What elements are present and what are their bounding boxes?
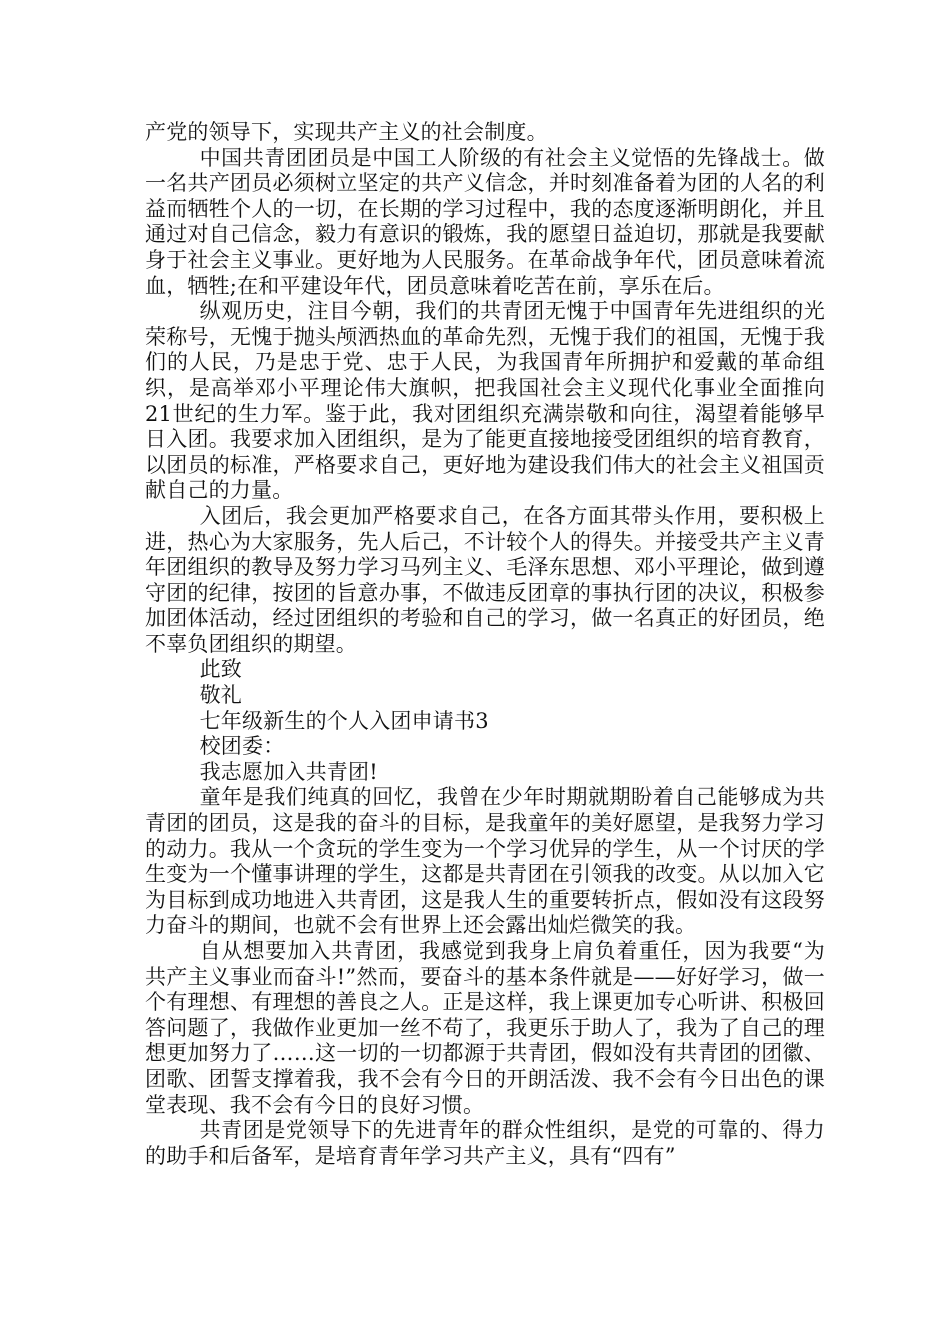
salutation: 校团委： [199, 734, 285, 759]
document-page [145, 120, 825, 1169]
closing-line: 此致 [199, 657, 242, 682]
paragraph: 纵观历史，注目今朝，我们的共青团无愧于中国青年先进组织的光荣称号，无愧于抛头颅洒热血的革命先烈，无愧于我们的祖国，无愧于我们的人民，乃是忠于党、忠于人民，为我国青年所拥护和爱戴的革命组织，是高举邓小平理论伟大旗帜，把我国社会主义现代化事业全面推向21世纪的生力军。鉴于此，我对团组织充满崇敬和向往，渴望着能够早日入团。我要求加入团组织，是为了能更直接地接受团组织的培育教育，以团员的标准，严格要求自己，更好地为建设我们伟大的社会主义祖国贡献自己的力量。 [145, 299, 825, 503]
paragraph: 自从想要加入共青团，我感觉到我身上肩负着重任，因为我要“为共产主义事业而奋斗!”然而，要奋斗的基本条件就是——好好学习，做一个有理想、有理想的善良之人。正是这样，我上课更加专心听讲、积极回答问题了，我做作业更加一丝不苟了，我更乐于助人了，我为了自己的理想更加努力了……这一切的一切都源于共青团，假如没有共青团的团徽、团歌、团誓支撑着我，我不会有今日的开朗活泼、我不会有今日出色的课堂表现、我不会有今日的良好习惯。 [145, 939, 825, 1117]
section-title: 七年级新生的个人入团申请书3 [199, 708, 489, 733]
closing-line: 敬礼 [199, 683, 242, 708]
paragraph: 产党的领导下，实现共产主义的社会制度。 [145, 120, 548, 144]
paragraph: 入团后，我会更加严格要求自己，在各方面其带头作用，要积极上进，热心为大家服务，先人后己，不计较个人的得失。并接受共产主义青年团组织的教导及努力学习马列主义、毛泽东思想、邓小平理论，做到遵守团的纪律，按团的旨意办事，不做违反团章的事执行团的决议，积极参加团体活动，经过团组织的考验和自己的学习，做一名真正的好团员，绝不辜负团组织的期望。 [145, 503, 825, 656]
paragraph: 中国共青团团员是中国工人阶级的有社会主义觉悟的先锋战士。做一名共产团员必须树立坚定的共产义信念，并时刻准备着为团的人名的利益而牺牲个人的一切，在长期的学习过程中，我的态度逐渐明朗化，并且通过对自己信念，毅力有意识的锻炼，我的愿望日益迫切，那就是我要献身于社会主义事业。更好地为人民服务。在革命战争年代，团员意味着流血，牺牲;在和平建设年代，团员意味着吃苦在前，享乐在后。 [145, 145, 825, 298]
opening-line: 我志愿加入共青团! [199, 759, 378, 784]
paragraph: 童年是我们纯真的回忆，我曾在少年时期就期盼着自己能够成为共青团的团员，这是我的奋斗的目标，是我童年的美好愿望，是我努力学习的动力。我从一个贪玩的学生变为一个学习优异的学生，从一个讨厌的学生变为一个懂事讲理的学生，这都是共青团在引领我的改变。从以加入它为目标到成功地进入共青团，这是我人生的重要转折点，假如没有这段努力奋斗的期间，也就不会有世界上还会露出灿烂微笑的我。 [145, 785, 825, 938]
paragraph: 共青团是党领导下的先进青年的群众性组织，是党的可靠的、得力的助手和后备军，是培育青年学习共产主义，具有“四有” [145, 1118, 825, 1168]
